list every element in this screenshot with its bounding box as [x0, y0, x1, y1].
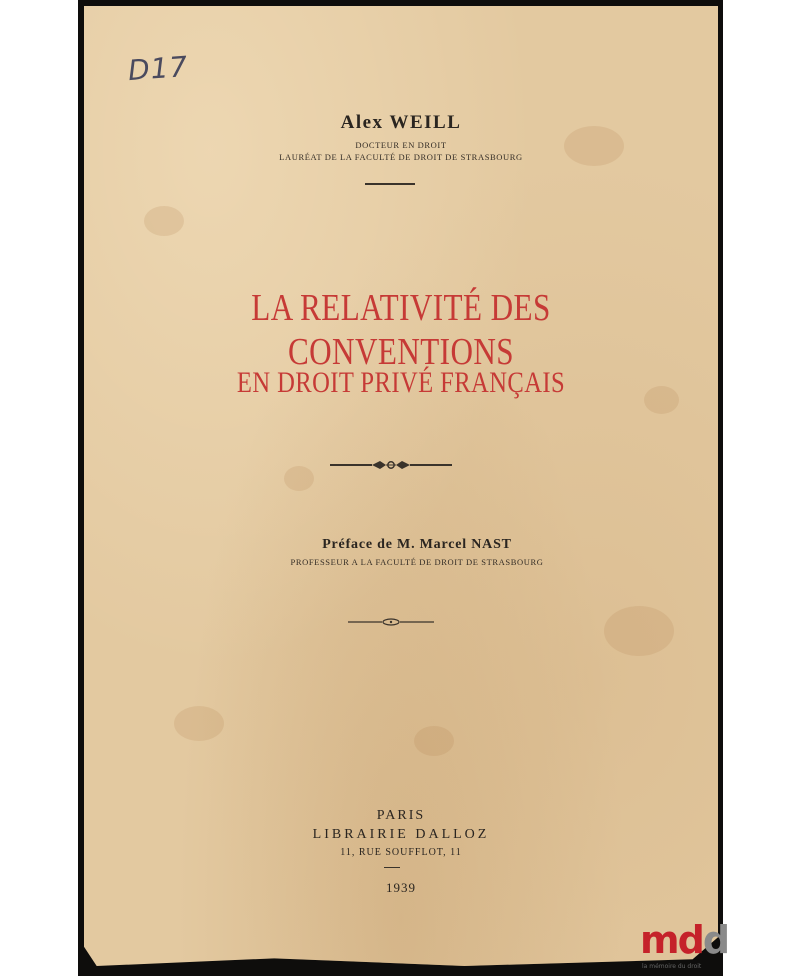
preface-line: Préface de M. Marcel NAST: [322, 537, 512, 552]
title-line-1: LA RELATIVITÉ DES CONVENTIONS: [251, 287, 551, 373]
mdd-logo: [640, 920, 728, 960]
preface-author-title: PROFESSEUR A LA FACULTÉ DE DROIT DE STRASBOURG: [290, 557, 544, 567]
logo-letter-d-grey: d: [702, 918, 729, 962]
logo-letter-m: m: [640, 918, 678, 962]
author-award: LAURÉAT DE LA FACULTÉ DE DROIT DE STRASBOURG: [279, 152, 523, 162]
logo-tagline: la mémoire du droit: [642, 963, 702, 970]
publisher-address: 11, RUE SOUFFLOT, 11: [340, 847, 462, 858]
author-name: Alex WEILL: [340, 112, 462, 133]
divider-rule: [365, 183, 415, 185]
title-line-2: EN DROIT PRIVÉ FRANÇAIS: [236, 366, 566, 399]
small-ornament-divider: [348, 617, 434, 627]
publisher-city: PARIS: [376, 808, 426, 823]
handwritten-shelf-mark: D17: [126, 49, 190, 88]
small-divider-rule: [384, 867, 400, 868]
author-degree: DOCTEUR EN DROIT: [355, 140, 447, 150]
publisher-name: LIBRAIRIE DALLOZ: [312, 827, 490, 842]
publication-year: 1939: [386, 880, 416, 895]
ornament-divider: [330, 458, 452, 472]
logo-letter-d-red: d: [677, 918, 703, 962]
